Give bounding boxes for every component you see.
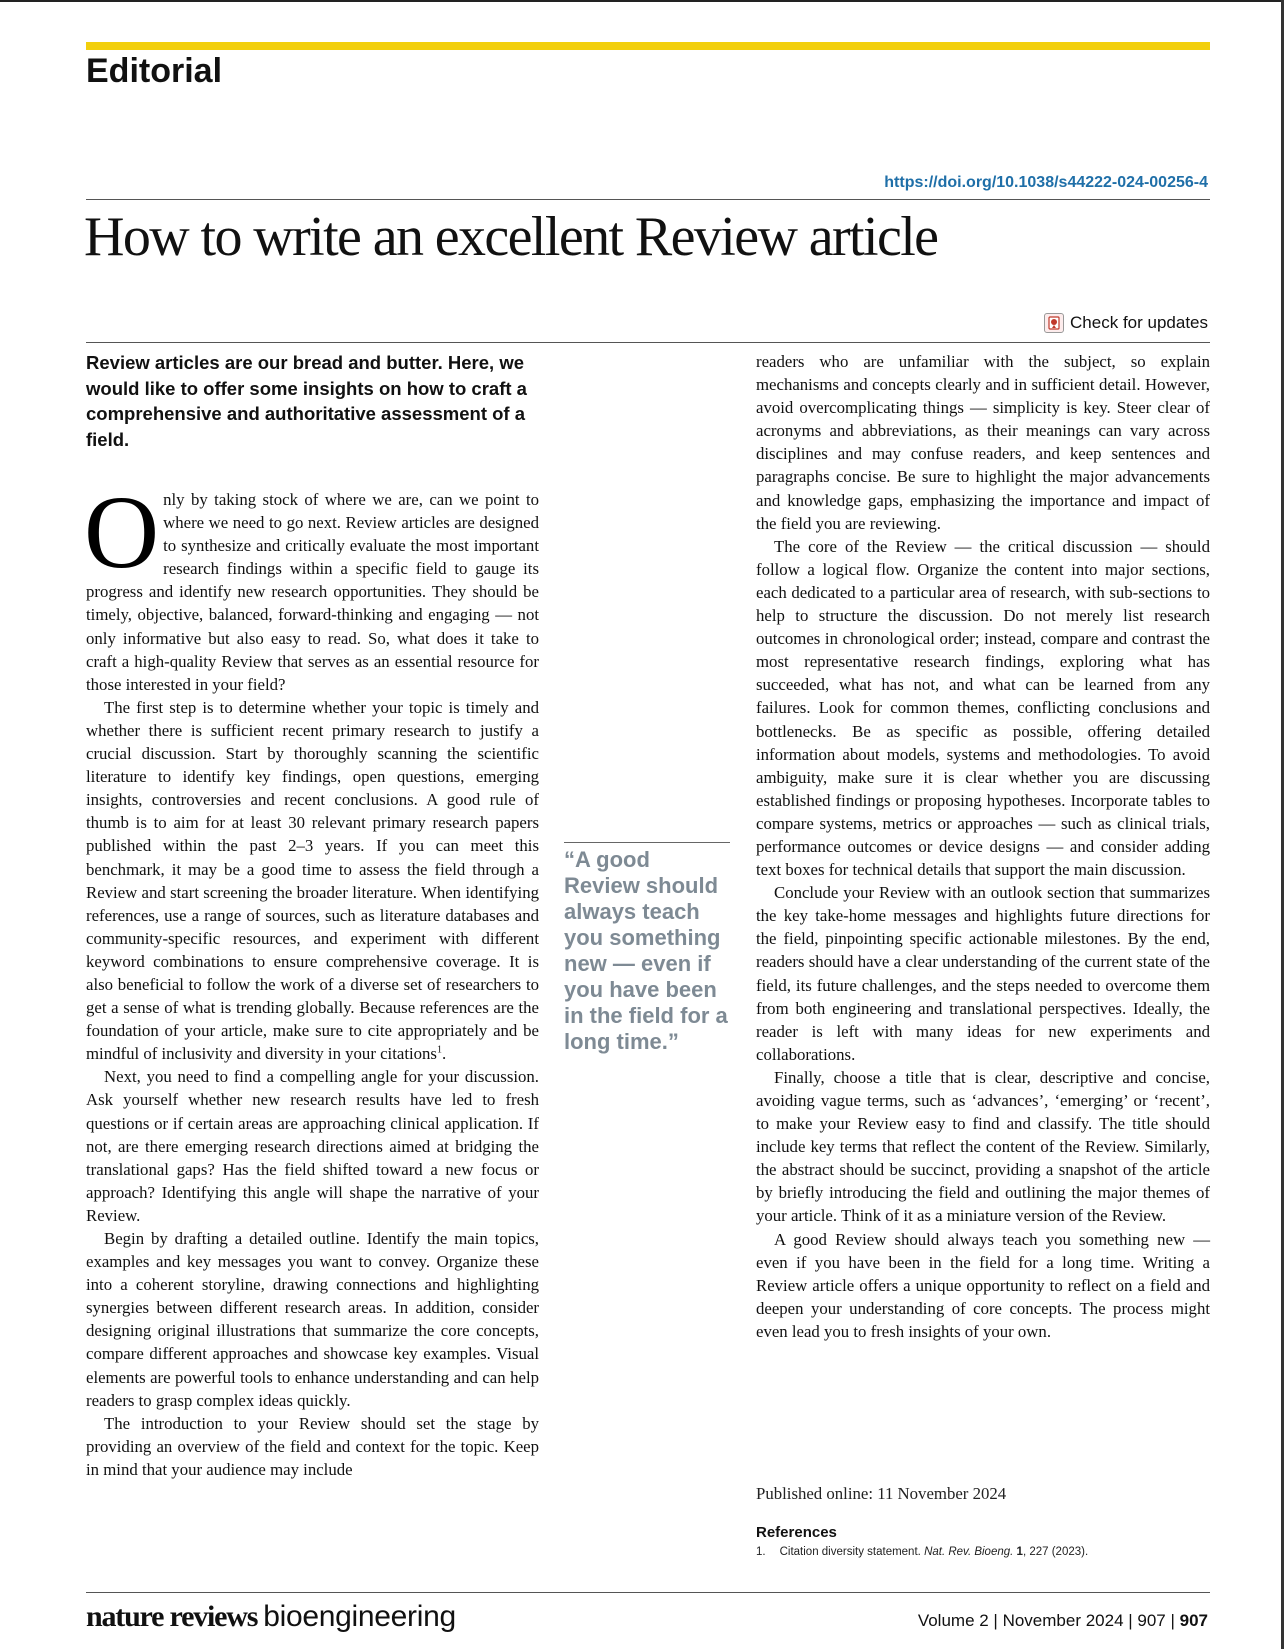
check-for-updates-icon bbox=[1044, 313, 1064, 333]
footer-divider bbox=[86, 1592, 1210, 1593]
pull-quote bbox=[564, 842, 730, 1055]
body-paragraph-1 bbox=[84, 475, 539, 696]
check-for-updates-button[interactable] bbox=[1044, 313, 1208, 333]
body-paragraph-2 bbox=[86, 696, 539, 1066]
body-paragraph-9: A good Review should always teach you something new — even if you have been in the field for a long time. Writing a Review article offers a unique opportunity to reflect on a field and deepen your understanding of core concepts. The process might even lead you to fresh insights of your own. bbox=[756, 1229, 1210, 1341]
paragraph-text: The first step is to determine whether your topic is timely and whether there is sufficient recent primary research to justify a crucial discussion. Start by thoroughly scanning the scientific literature to identify key findings, open questions, emerging insights, controversies and recent conclusions. A good rule of thumb is to aim for at least 30 relevant primary research papers published within the past 2–3 years. If you can meet this benchmark, it may be a good time to assess the field through a Review and start screening the broader literature. When identifying references, use a range of sources, such as literature databases and community-specific resources, and experiment with different keyword combinations to ensure comprehensive coverage. It is also beneficial to follow the work of a diverse set of researchers to get a sense of what is trending globally. Because references are the foundation of your article, make sure to cite appropriately and be mindful of inclusivity and diversity in your citations bbox=[86, 697, 539, 1064]
body-column-left bbox=[84, 475, 539, 1481]
issue-info bbox=[918, 1611, 1208, 1631]
body-column-right bbox=[756, 350, 1210, 1343]
page-top-border bbox=[0, 0, 1284, 2]
paragraph-end: . bbox=[441, 1044, 447, 1064]
doi-link[interactable]: https://doi.org/10.1038/s44222-024-00256-4 bbox=[884, 174, 1208, 191]
body-paragraph-4: Begin by drafting a detailed outline. Identify the main topics, examples and key messages you want to convey. Organize these into a coherent storyline, drawing connections and highlighting synergies between different research areas. In addition, consider designing original illustrations that summarize the core concepts, compare different approaches and showcase key examples. Visual elements are powerful tools to enhance understanding and can help readers to grasp complex ideas quickly. bbox=[86, 1229, 539, 1410]
references-heading: References bbox=[756, 1524, 837, 1541]
header-divider bbox=[86, 342, 1210, 343]
drop-cap: O bbox=[84, 475, 160, 590]
reference-item[interactable] bbox=[756, 1546, 1088, 1558]
journal-name-bold: nature reviews bbox=[86, 1600, 258, 1633]
body-paragraph-8: Finally, choose a title that is clear, descriptive and concise, avoiding vague terms, such as ‘advances’, ‘emerging’ or ‘recent’, to make your Review easy to find and classify. The title should include key terms that reflect the content of the Review. Similarly, the abstract should be succinct, providing a snapshot of the article by briefly introducing the field and outlining the major themes of your article. Think of it as a miniature version of the Review. bbox=[756, 1067, 1210, 1226]
section-label: Editorial bbox=[86, 52, 223, 90]
journal-name-light: bioengineering bbox=[263, 1600, 456, 1633]
article-title: How to write an excellent Review article bbox=[84, 206, 938, 268]
reference-pages-year: , 227 (2023). bbox=[1022, 1546, 1089, 1558]
title-divider bbox=[86, 199, 1210, 200]
page-number: 907 bbox=[1179, 1611, 1208, 1630]
paragraph-text: nly by taking stock of where we are, can we point to where we need to go next. Review articles are designed to synthesize and critically evaluate the most important research findings within a specific field to gauge its progress and identify new research opportunities. They should be timely, objective, balanced, forward-thinking and engaging — not only informative but also easy to read. So, what does it take to craft a high-quality Review that serves as an essential resource for those interested in your field? bbox=[86, 490, 539, 694]
citation-superscript[interactable]: 1 bbox=[436, 1044, 442, 1056]
check-for-updates-label: Check for updates bbox=[1070, 313, 1208, 332]
journal-logo bbox=[86, 1600, 456, 1634]
body-paragraph-5-continued: readers who are unfamiliar with the subject, so explain mechanisms and concepts clearly and in sufficient detail. However, avoid overcomplicating things — simplicity is key. Steer clear of acronyms and abbreviations, as their meanings can vary across disciplines and may confuse readers, and keep sentences and paragraphs concise. Be sure to highlight the major advancements and knowledge gaps, emphasizing the importance and impact of the field you are reviewing. bbox=[756, 352, 1210, 533]
standfirst: Review articles are our bread and butter. Here, we would like to offer some insights on how to craft a comprehensive and authoritative assessment of a field. bbox=[86, 352, 527, 450]
reference-journal: Nat. Rev. Bioeng. bbox=[924, 1546, 1014, 1558]
issue-details: Volume 2 | November 2024 | 907 | bbox=[917, 1611, 1180, 1630]
reference-volume: 1 bbox=[1016, 1546, 1023, 1558]
body-paragraph-3: Next, you need to find a compelling angle for your discussion. Ask yourself whether new research results have led to fresh questions or if certain areas are approaching clinical application. If not, are there emerging research directions aimed at bridging the translational gaps? Has the field shifted toward a new focus or approach? Identifying this angle will shape the narrative of your Review. bbox=[86, 1067, 539, 1225]
body-paragraph-5: The introduction to your Review should set the stage by providing an overview of the field and context for the topic. Keep in mind that your audience may include bbox=[86, 1413, 539, 1479]
reference-number: 1. bbox=[756, 1546, 766, 1558]
body-paragraph-6: The core of the Review — the critical discussion — should follow a logical flow. Organize the content into major sections, each dedicated to a particular area of research, with sub-sections to help to structure the discussion. Do not merely list research outcomes in chronological order; instead, compare and contrast the most representative research findings, exploring what has succeeded, what has not, and what can be learned from any failures. Look for common themes, conflicting conclusions and bottlenecks. Be as specific as possible, offering detailed information about models, systems and methodologies. To avoid ambiguity, make sure it is clear whether you are discussing established findings or proposing hypotheses. Incorporate tables to compare systems, metrics or approaches — such as clinical trials, performance outcomes or device designs — and consider adding text boxes for technical details that support the main discussion. bbox=[756, 536, 1210, 880]
published-date: Published online: 11 November 2024 bbox=[756, 1484, 1007, 1503]
pull-quote-text: “A good Review should always teach you something new — even if you have been in the field for a long time.” bbox=[564, 847, 728, 1054]
accent-rule bbox=[86, 42, 1210, 50]
body-paragraph-7: Conclude your Review with an outlook section that summarizes the key take-home messages and highlights future directions for the field, pinpointing specific actionable milestones. By the end, readers should have a clear understanding of the current state of the field, its future challenges, and the steps needed to overcome them from both engineering and translational perspectives. Ideally, the reader is left with many ideas for new experiments and collaborations. bbox=[756, 883, 1210, 1064]
reference-text: Citation diversity statement. bbox=[779, 1546, 921, 1558]
